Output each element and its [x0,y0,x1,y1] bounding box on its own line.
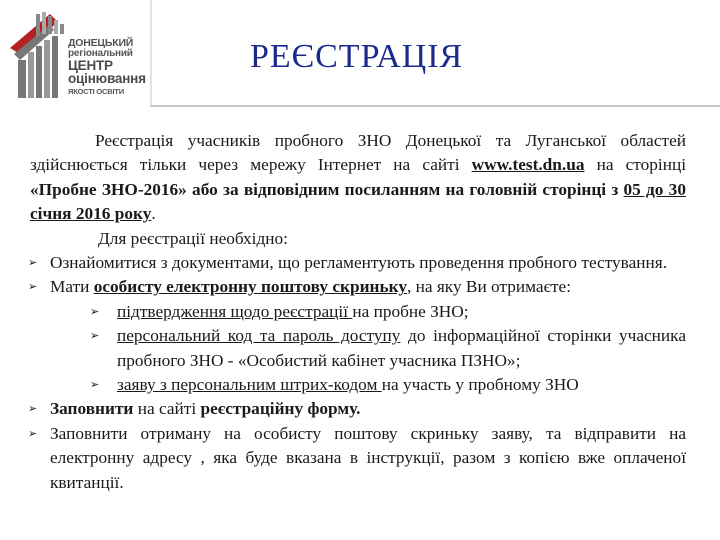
list-item [30,251,686,275]
bullet-4-text: Заповнити отриману на особисту поштову скриньку заяву, та відправити на електронну адресу , яка буде вказана в інструкції, разом з копією вже оплаченої квитанції. [50,423,686,492]
logo-line-4: оцінювання [68,71,146,86]
registration-dates: 05 до 30 січня 2016 року [30,179,686,224]
sub-list-item [30,373,686,397]
bullet-2-text-2: , на яку Ви отримаєте: [406,277,572,297]
page-name: «Пробне ЗНО-2016» [30,179,187,199]
p1-text-5: . [151,204,156,224]
page-title: РЕЄСТРАЦІЯ [250,38,464,75]
email-requirement: особисту електронну поштову скриньку [93,277,407,297]
logo-line-5: ЯКОСТІ ОСВІТИ [68,86,124,96]
sub-3-text: на участь у пробному ЗНО [381,375,579,395]
sub-2-text: до інформаційної сторінки учасника пробного ЗНО - «Особистий кабінет учасника ПЗНО»; [117,326,686,370]
bullet-1-text: Ознайомитися з документами, що регламентують проведення пробного тестування. [50,253,668,273]
list-item [30,422,686,495]
p1-text-2: на сторінці [584,155,687,175]
sub-2-underlined: персональний код та пароль доступу [117,326,401,346]
sub-bullet-arrow-icon: ➢ [90,305,100,318]
logo-line-1: ДОНЕЦЬКИЙ [68,37,134,49]
bullet-arrow-icon: ➢ [28,427,38,440]
logo [6,8,146,100]
header-divider [150,105,720,107]
bullet-arrow-icon: ➢ [28,257,38,270]
p1-text-4: з [606,179,624,199]
slide-body [30,129,686,495]
logo-line-2: регіональний [68,47,133,59]
sub-list-item [30,300,686,324]
sub-list-item [30,324,686,373]
intro-line: Для реєстрації необхідно: [98,228,288,248]
p1-text-3: або за відповідним посиланням на головній сторінці [186,179,607,199]
sub-1-underlined: підтвердження щодо реєстрації [117,301,353,321]
sub-1-text: на пробне ЗНО; [352,301,469,321]
sub-bullet-arrow-icon: ➢ [90,330,100,343]
bullet-arrow-icon: ➢ [28,281,38,294]
list-item [30,397,686,421]
logo-text [68,38,146,95]
list-item [30,275,686,299]
bullet-3-text-2: на сайті [133,399,201,419]
bullet-3-text-1: Заповнити [50,399,134,419]
registration-form: реєстраційну форму. [200,399,361,419]
sub-bullet-arrow-icon: ➢ [90,379,100,392]
site-link[interactable]: www.test.dn.ua [471,155,585,175]
header-vertical-rule [150,0,152,105]
logo-line-3: ЦЕНТР [68,57,113,73]
sub-3-underlined: заяву з персональним штрих-кодом [117,375,382,395]
paragraph-registration [30,129,686,227]
bullet-arrow-icon: ➢ [28,403,38,416]
p1-text-1: Реєстрація учасників пробного ЗНО Донецької та Луганської областей здійснюється тільки через мережу Інтернет на сайті [30,131,686,175]
bullet-2-text-1: Мати [50,277,94,297]
